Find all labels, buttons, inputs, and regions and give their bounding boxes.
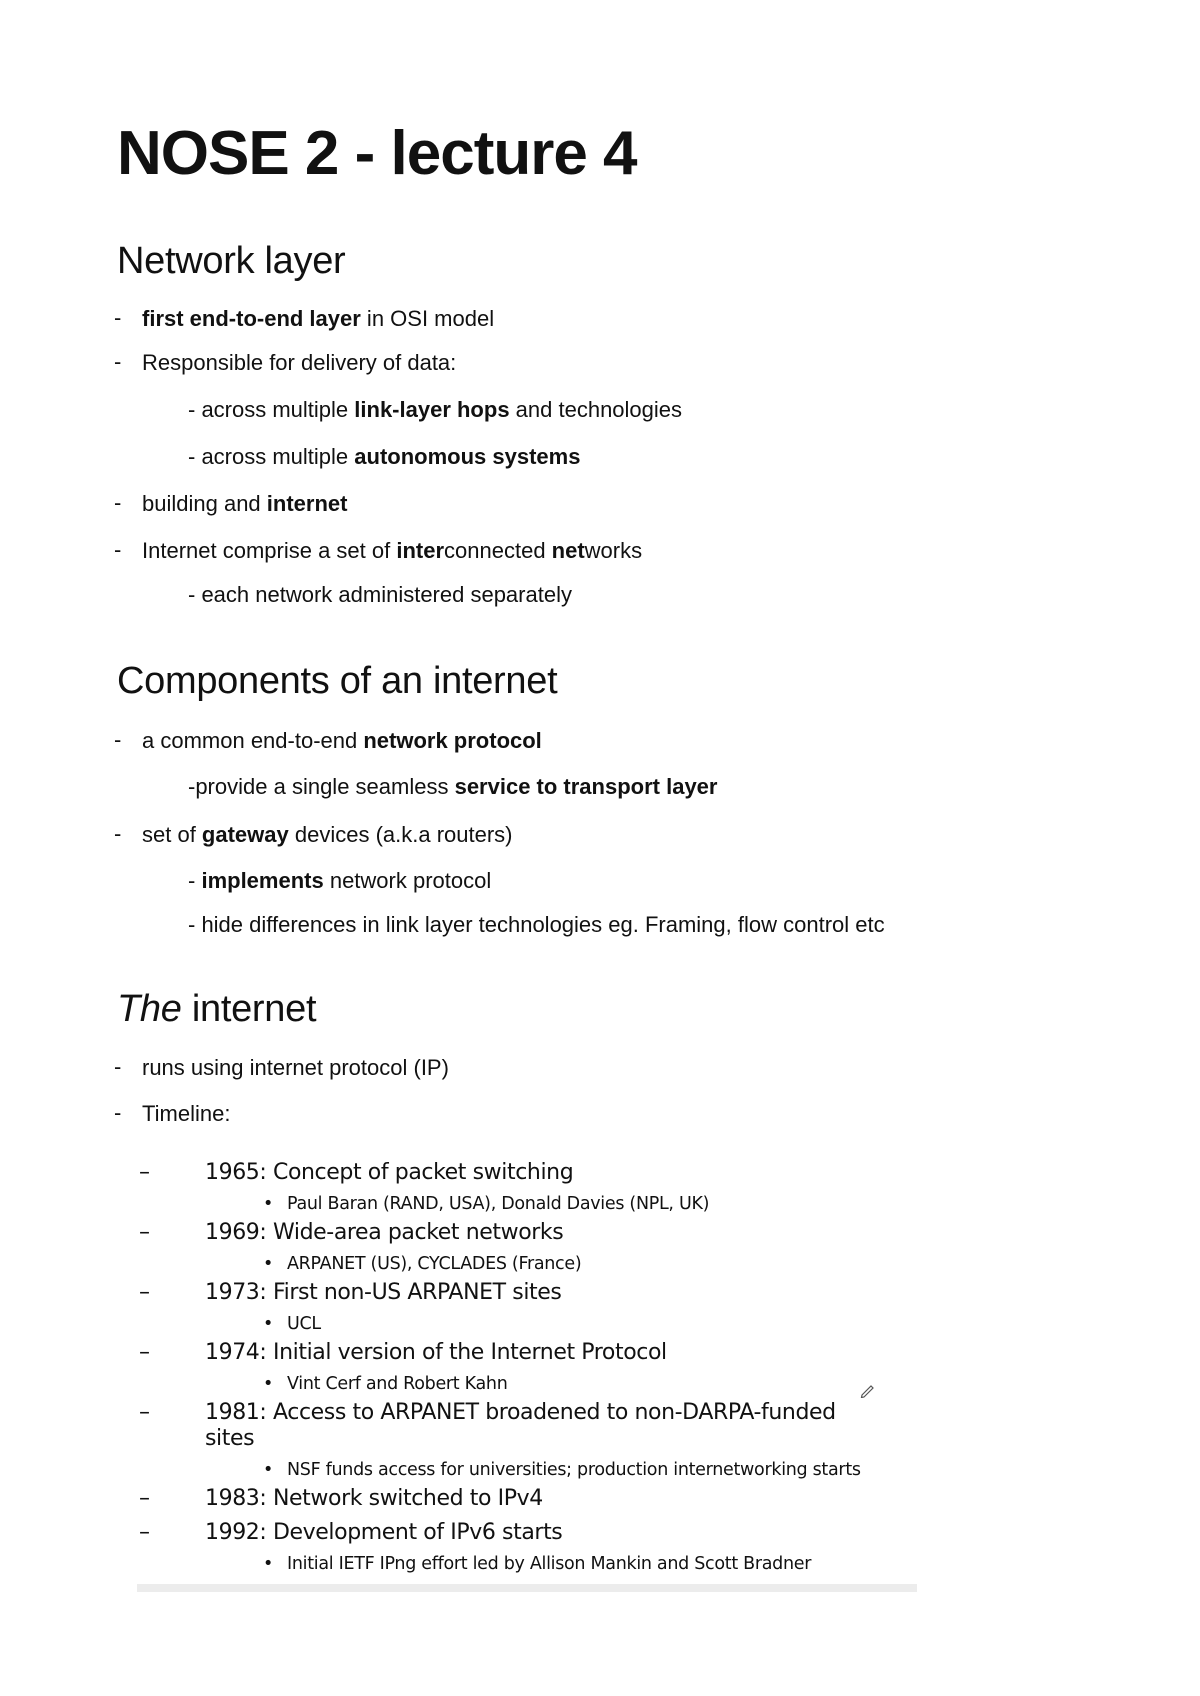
timeline-item: – 1974: Initial version of the Internet Protocol [139, 1340, 667, 1365]
bullet-timeline: Timeline: [142, 1101, 231, 1126]
bullet-gateway-devices: set of gateway devices (a.k.a routers) [142, 822, 513, 847]
timeline-sub-item: • Initial IETF IPng effort led by Allison Mankin and Scott Bradner [263, 1554, 812, 1574]
sub-bullet-implements: - implements network protocol [188, 868, 492, 893]
bullet-dash: - [114, 537, 122, 562]
image-bottom-edge [137, 1584, 917, 1592]
bullet-end-to-end-layer: first end-to-end layer in OSI model [142, 306, 495, 331]
bullet-interconnected-networks: Internet comprise a set of interconnected networks [142, 538, 643, 563]
timeline-item-continuation: sites [205, 1426, 255, 1451]
bullet-dash: - [114, 349, 122, 374]
timeline-item: – 1965: Concept of packet switching [139, 1160, 574, 1185]
pencil-icon [859, 1382, 875, 1398]
sub-bullet-hide-differences: - hide differences in link layer technologies eg. Framing, flow control etc [188, 912, 885, 937]
sub-bullet-link-layer-hops: - across multiple link-layer hops and technologies [188, 397, 683, 422]
timeline-sub-item: • Paul Baran (RAND, USA), Donald Davies (NPL, UK) [263, 1194, 710, 1214]
timeline-item: – 1973: First non-US ARPANET sites [139, 1280, 562, 1305]
page-title: NOSE 2 - lecture 4 [117, 119, 637, 188]
sub-bullet-administered-separately: - each network administered separately [188, 582, 572, 607]
bullet-building-internet: building and internet [142, 491, 348, 516]
timeline-item: – 1981: Access to ARPANET broadened to non-DARPA-funded [139, 1400, 836, 1425]
heading-the-internet: The internet [117, 988, 317, 1030]
timeline-item: – 1969: Wide-area packet networks [139, 1220, 564, 1245]
timeline-sub-item: • Vint Cerf and Robert Kahn [263, 1374, 508, 1394]
heading-network-layer: Network layer [117, 240, 346, 282]
bullet-dash: - [114, 821, 122, 846]
timeline-slide-image [137, 1160, 917, 1592]
timeline-sub-item: • ARPANET (US), CYCLADES (France) [263, 1254, 582, 1274]
bullet-dash: - [114, 305, 122, 330]
sub-bullet-service-transport: -provide a single seamless service to transport layer [188, 774, 718, 799]
bullet-dash: - [114, 727, 122, 752]
timeline-item: – 1992: Development of IPv6 starts [139, 1520, 563, 1545]
bullet-responsible-delivery: Responsible for delivery of data: [142, 350, 457, 375]
bullet-dash: - [114, 1100, 122, 1125]
heading-components: Components of an internet [117, 660, 558, 702]
bullet-dash: - [114, 1054, 122, 1079]
bullet-dash: - [114, 490, 122, 515]
sub-bullet-autonomous-systems: - across multiple autonomous systems [188, 444, 581, 469]
bullet-runs-ip: runs using internet protocol (IP) [142, 1055, 449, 1080]
timeline-sub-item: • UCL [263, 1314, 321, 1334]
timeline-sub-item: • NSF funds access for universities; production internetworking starts [263, 1460, 861, 1480]
bullet-network-protocol: a common end-to-end network protocol [142, 728, 542, 753]
timeline-item: – 1983: Network switched to IPv4 [139, 1486, 543, 1511]
